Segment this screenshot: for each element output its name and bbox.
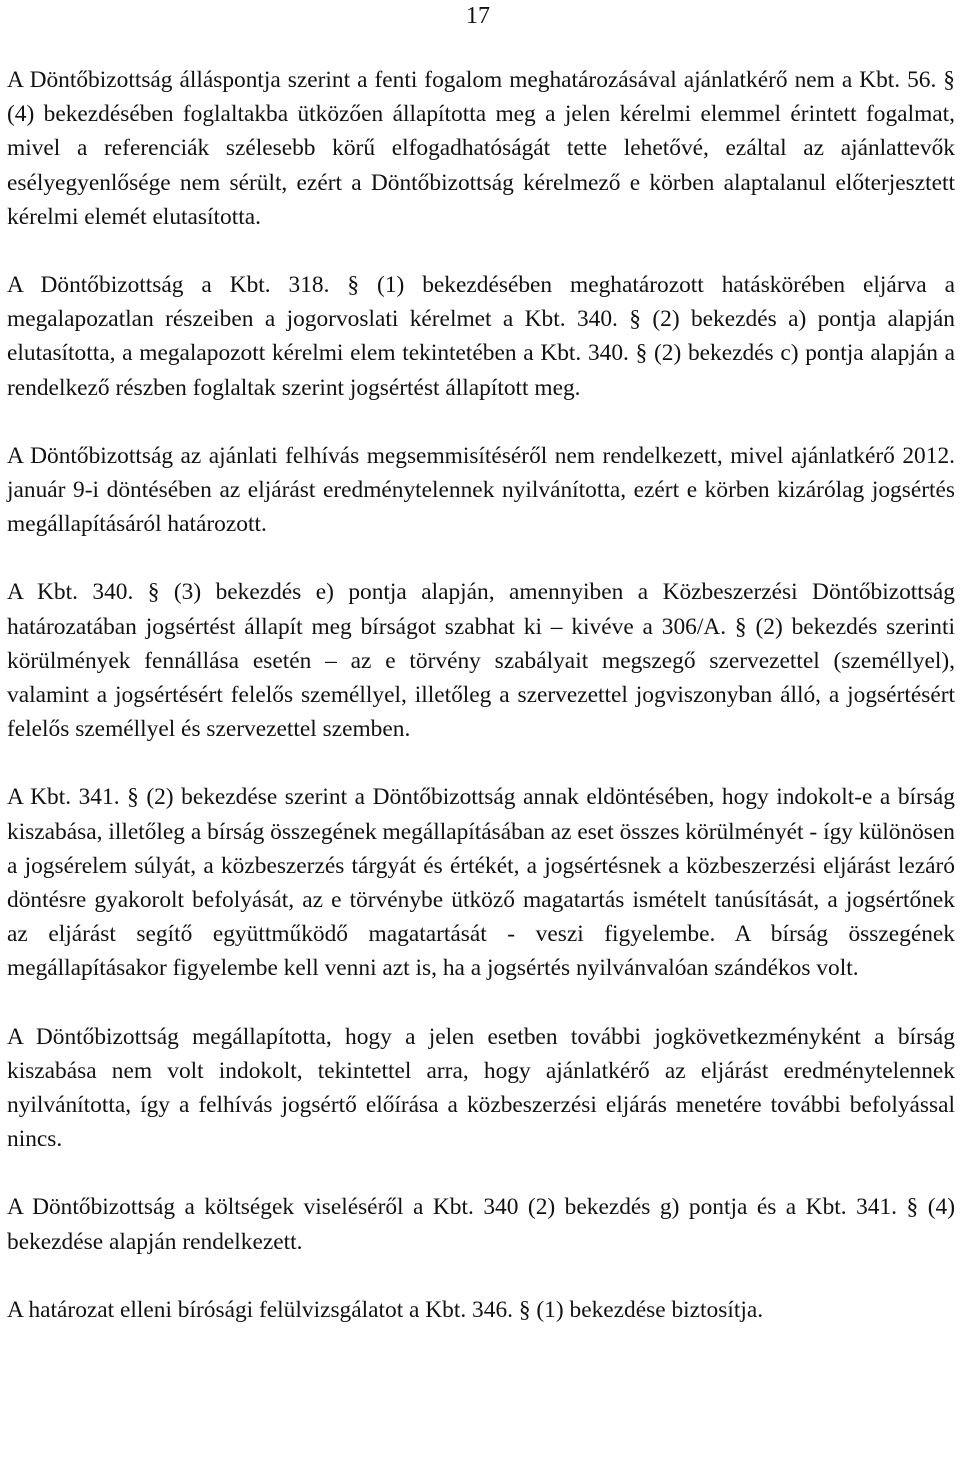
paragraph-2: A Döntőbizottság a Kbt. 318. § (1) bekezdésében meghatározott hatáskörében eljárva a megalapozatlan részeiben a jogorvoslati kérelmet a Kbt. 340. § (2) bekezdés a) pontja alapján elutasította, a megalapozott kérelmi elem tekintetében a Kbt. 340. § (2) bekezdés c) pontja alapján a rendelkező részben foglaltak szerint jogsértést állapított meg. — [7, 272, 955, 401]
paragraph-7: A Döntőbizottság a költségek viseléséről a Kbt. 340 (2) bekezdés g) pontja és a Kbt. 341. § (4) bekezdése alapján rendelkezett. — [7, 1194, 955, 1255]
paragraph-6: A Döntőbizottság megállapította, hogy a jelen esetben további jogkövetkezményként a bírság kiszabása nem volt indokolt, tekintettel arra, hogy ajánlatkérő az eljárást eredménytelennek nyilvánította, így a felhívás jogsértő előírása a közbeszerzési eljárás menetére további befolyással nincs. — [7, 1023, 955, 1153]
page-number: 17 — [466, 3, 490, 29]
paragraph-4: A Kbt. 340. § (3) bekezdés e) pontja alapján, amennyiben a Közbeszerzési Döntőbizottság határozatában jogsértést állapít meg bírságot szabhat ki – kivéve a 306/A. § (2) bekezdés szerinti körülmények fennállása esetén – az e törvény szabályait megszegő szervezettel (személlyel), valamint a jogsértésért felelős személlyel, illetőleg a szervezettel jogviszonyban álló, a jogsértésért felelős személlyel és szervezettel szemben. — [7, 579, 955, 743]
paragraph-1: A Döntőbizottság álláspontja szerint a fenti fogalom meghatározásával ajánlatkérő nem a Kbt. 56. § (4) bekezdésében foglaltakba ütközően állapította meg a jelen kérelmi elemmel érintett fogalmat, mivel a referenciák szélesebb körű elfogadhatóságát tette lehetővé, ezáltal az ajánlattevők esélyegyenlősége nem sérült, ezért a Döntőbizottság kérelmező e körben alaptalanul előterjesztett kérelmi elemét elutasította. — [7, 67, 955, 230]
paragraph-3: A Döntőbizottság az ajánlati felhívás megsemmisítéséről nem rendelkezett, mivel ajánlatkérő 2012. január 9-i döntésében az eljárást eredménytelennek nyilvánította, ezért e körben kizárólag jogsértés megállapításáról határozott. — [7, 442, 955, 538]
paragraph-8: A határozat elleni bírósági felülvizsgálatot a Kbt. 346. § (1) bekezdése biztosítja. — [7, 1296, 764, 1323]
paragraph-5: A Kbt. 341. § (2) bekezdése szerint a Döntőbizottság annak eldöntésében, hogy indokolt-e a bírság kiszabása, illetőleg a bírság összegének megállapításában az eset összes körülményét - így különösen a jogsérelem súlyát, a közbeszerzés tárgyát és értékét, a jogsértésnek a közbeszerzési eljárást lezáró döntésre gyakorolt befolyását, az e törvénybe ütköző magatartás ismételt tanúsítását, a jogsértőnek az eljárást segítő együttműködő magatartását - veszi figyelembe. A bírság összegének megállapításakor figyelembe kell venni azt is, ha a jogsértés nyilvánvalóan szándékos volt. — [7, 784, 955, 982]
document-body — [7, 63, 955, 1327]
